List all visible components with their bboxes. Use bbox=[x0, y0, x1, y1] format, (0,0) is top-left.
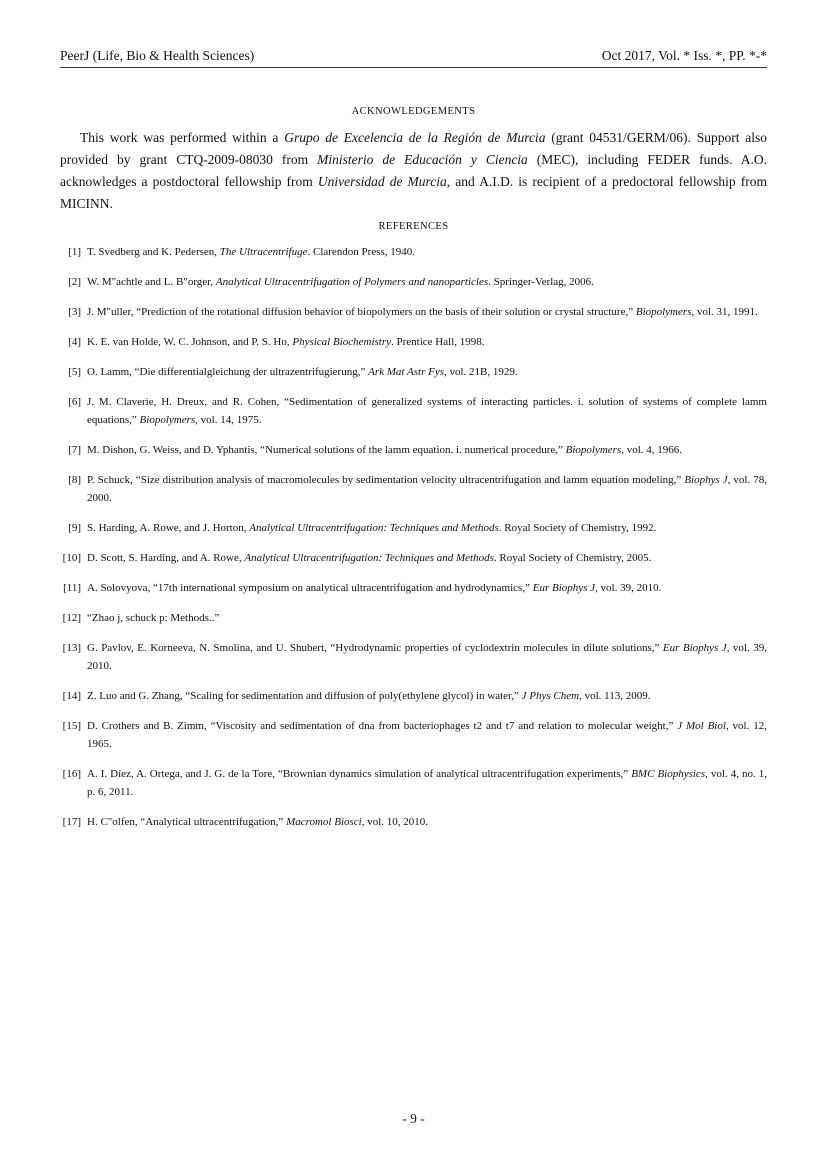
text-run: S. Harding, A. Rowe, and J. Horton, bbox=[87, 522, 250, 534]
reference-entry bbox=[60, 687, 767, 705]
reference-text bbox=[87, 366, 518, 378]
reference-number: [9] bbox=[68, 522, 81, 534]
reference-number: [12] bbox=[62, 612, 81, 624]
reference-text bbox=[87, 522, 656, 534]
reference-number: [8] bbox=[68, 474, 81, 486]
text-run: . Royal Society of Chemistry, 2005. bbox=[493, 552, 652, 564]
text-run: O. Lamm, “Die differentialgleichung der ultrazentrifugierung,” bbox=[87, 366, 369, 378]
reference-list bbox=[60, 243, 767, 843]
reference-entry bbox=[60, 765, 767, 801]
reference-text bbox=[87, 816, 428, 828]
reference-number: [6] bbox=[68, 396, 81, 408]
text-run: , vol. 10, 2010. bbox=[361, 816, 429, 828]
reference-entry bbox=[60, 717, 767, 753]
issue-info: Oct 2017, Vol. * Iss. *, PP. *-* bbox=[601, 48, 767, 63]
reference-text bbox=[87, 246, 415, 258]
text-run: D. Scott, S. Harding, and A. Rowe, bbox=[87, 552, 245, 564]
reference-entry bbox=[60, 303, 767, 321]
text-run: Z. Luo and G. Zhang, “Scaling for sedimentation and diffusion of poly(ethylene glycol) in water,” bbox=[87, 690, 522, 702]
reference-number: [3] bbox=[68, 306, 81, 318]
text-run: , vol. 12, 1965. bbox=[87, 720, 767, 750]
text-run: This work was performed within a bbox=[80, 130, 285, 145]
italic-text: Macromol Biosci bbox=[286, 816, 362, 828]
italic-text: J Phys Chem bbox=[521, 690, 580, 702]
italic-text: J Mol Biol bbox=[677, 720, 726, 732]
text-run: (grant 04531/GERM/06). Support also provided by grant CTQ-2009-08030 from bbox=[60, 130, 767, 167]
italic-text: Ministerio de Educación y Ciencia bbox=[317, 152, 528, 167]
references-heading: REFERENCES bbox=[378, 221, 449, 232]
reference-number: [15] bbox=[62, 720, 81, 732]
italic-text: Biopolymers bbox=[139, 414, 196, 426]
reference-entry bbox=[60, 393, 767, 429]
reference-entry bbox=[60, 243, 767, 261]
italic-text: Biopolymers bbox=[635, 306, 692, 318]
italic-text: Universidad de Murcia bbox=[317, 174, 447, 189]
reference-entry bbox=[60, 549, 767, 567]
text-run: . Royal Society of Chemistry, 1992. bbox=[498, 522, 657, 534]
reference-number: [10] bbox=[62, 552, 81, 564]
reference-text bbox=[87, 444, 682, 456]
text-run: M. Dishon, G. Weiss, and D. Yphantis, “Numerical solutions of the lamm equation. i. numerical procedure,” bbox=[87, 444, 566, 456]
text-run: , vol. 39, 2010. bbox=[87, 642, 767, 672]
page-number: - 9 - bbox=[402, 1111, 425, 1126]
reference-number: [4] bbox=[68, 336, 81, 348]
italic-text: Ark Mat Astr Fys bbox=[368, 366, 444, 378]
text-run: A. I. Díez, A. Ortega, and J. G. de la Tore, “Brownian dynamics simulation of analytical ultracentrifugation experiments,” bbox=[87, 768, 632, 780]
reference-entry bbox=[60, 273, 767, 291]
reference-text bbox=[87, 552, 651, 564]
reference-number: [2] bbox=[68, 276, 81, 288]
reference-text bbox=[87, 336, 485, 348]
reference-number: [1] bbox=[68, 246, 81, 258]
text-run: , vol. 78, 2000. bbox=[87, 474, 768, 504]
text-run: , vol. 14, 1975. bbox=[195, 414, 262, 426]
text-run: , vol. 31, 1991. bbox=[691, 306, 758, 318]
text-run: D. Crothers and B. Zimm, “Viscosity and sedimentation of dna from bacteriophages t2 and t7 and relation to molecular weight,” bbox=[87, 720, 678, 732]
italic-text: Eur Biophys J bbox=[662, 642, 727, 654]
reference-number: [7] bbox=[68, 444, 81, 456]
italic-text: Biopolymers bbox=[565, 444, 622, 456]
text-run: , vol. 4, no. 1, p. 6, 2011. bbox=[87, 768, 767, 798]
reference-text bbox=[87, 642, 767, 672]
italic-text: BMC Biophysics bbox=[631, 768, 706, 780]
reference-entry bbox=[60, 333, 767, 351]
italic-text: Analytical Ultracentrifugation of Polymers and nanoparticles bbox=[215, 276, 489, 288]
reference-entry bbox=[60, 441, 767, 459]
text-run: . Springer-Verlag, 2006. bbox=[488, 276, 594, 288]
italic-text: The Ultracentrifuge bbox=[219, 246, 308, 258]
reference-number: [5] bbox=[68, 366, 81, 378]
italic-text: Eur Biophys J bbox=[532, 582, 596, 594]
italic-text: Grupo de Excelencia de la Región de Murcia bbox=[284, 130, 546, 145]
reference-entry bbox=[60, 639, 767, 675]
text-run: (MEC), including FEDER funds. A.O. acknowledges a postdoctoral fellowship from bbox=[60, 152, 767, 189]
text-run: . Prentice Hall, 1998. bbox=[391, 336, 485, 348]
reference-number: [11] bbox=[63, 582, 81, 594]
journal-name: PeerJ (Life, Bio & Health Sciences) bbox=[60, 48, 255, 63]
text-run: G. Pavlov, E. Korneeva, N. Smolina, and U. Shubert, “Hydrodynamic properties of cyclodextrin molecules in dilute solutions,” bbox=[87, 642, 663, 654]
running-header bbox=[60, 47, 767, 65]
acknowledgements-text bbox=[60, 127, 767, 215]
italic-text: Analytical Ultracentrifugation: Techniques and Methods bbox=[244, 552, 494, 564]
reference-number: [16] bbox=[62, 768, 81, 780]
reference-text bbox=[87, 720, 767, 750]
text-run: . Clarendon Press, 1940. bbox=[307, 246, 416, 258]
text-run: , vol. 4, 1966. bbox=[621, 444, 683, 456]
reference-entry bbox=[60, 579, 767, 597]
reference-text bbox=[87, 690, 651, 702]
text-run: P. Schuck, “Size distribution analysis of macromolecules by sedimentation velocity ultracentrifugation and lamm equation modeling,” bbox=[87, 474, 685, 486]
italic-text: Physical Biochemistry bbox=[292, 336, 392, 348]
text-run: “Zhao j, schuck p: Methods..” bbox=[87, 612, 220, 624]
reference-number: [14] bbox=[62, 690, 81, 702]
text-run: , vol. 21B, 1929. bbox=[443, 366, 518, 378]
header-rule bbox=[60, 67, 767, 68]
reference-text bbox=[87, 612, 219, 624]
text-run: A. Solovyova, “17th international symposium on analytical ultracentrifugation and hydrodynamics,” bbox=[87, 582, 533, 594]
reference-entry bbox=[60, 609, 767, 627]
italic-text: Biophys J bbox=[684, 474, 728, 486]
reference-entry bbox=[60, 471, 767, 507]
reference-number: [17] bbox=[62, 816, 81, 828]
text-run: W. M"achtle and L. B"orger, bbox=[87, 276, 216, 288]
reference-entry bbox=[60, 813, 767, 831]
text-run: K. E. van Holde, W. C. Johnson, and P. S. Ho, bbox=[87, 336, 293, 348]
reference-text bbox=[87, 396, 767, 426]
acknowledgements-heading: ACKNOWLEDGEMENTS bbox=[351, 106, 476, 117]
text-run: H. C"olfen, “Analytical ultracentrifugation,” bbox=[87, 816, 287, 828]
text-run: T. Svedberg and K. Pedersen, bbox=[87, 246, 220, 258]
text-run: , and A.I.D. is recipient of a predoctoral fellowship from MICINN. bbox=[60, 174, 767, 211]
reference-text bbox=[87, 474, 767, 504]
text-run: J. M. Claverie, H. Dreux, and R. Cohen, “Sedimentation of generalized systems of interacting particles. i. solution of systems of complete lamm equations,” bbox=[87, 396, 767, 426]
reference-entry bbox=[60, 519, 767, 537]
reference-entry bbox=[60, 363, 767, 381]
reference-text bbox=[87, 582, 661, 594]
text-run: J. M"uller, “Prediction of the rotational diffusion behavior of biopolymers on the basis of their solution or crystal structure,” bbox=[87, 306, 636, 318]
text-run: , vol. 113, 2009. bbox=[579, 690, 651, 702]
text-run: , vol. 39, 2010. bbox=[595, 582, 662, 594]
italic-text: Analytical Ultracentrifugation: Techniques and Methods bbox=[249, 522, 499, 534]
reference-text bbox=[87, 276, 594, 288]
reference-text bbox=[87, 306, 758, 318]
reference-number: [13] bbox=[62, 642, 81, 654]
reference-text bbox=[87, 768, 767, 798]
